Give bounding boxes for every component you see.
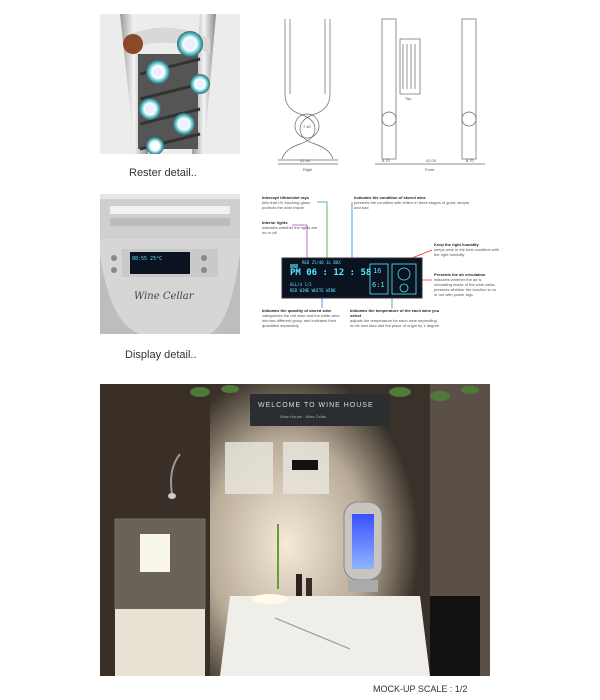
annotation-title: Keep the right humidity <box>434 242 479 247</box>
rester-detail-image <box>100 14 240 154</box>
lcd-top-item: 3L <box>326 260 331 265</box>
annotation-desc: tells that UV blocking glass protects the wine inside <box>262 200 310 210</box>
lcd-top-item: 25/40 <box>311 260 324 265</box>
annotation-humidity <box>434 242 500 257</box>
annotation-uv <box>262 195 322 210</box>
lcd-counts: ALL/4 1/2 <box>290 282 312 287</box>
annotation-lights <box>262 220 322 235</box>
annotation-title: Presents the air circulation <box>434 272 486 277</box>
dim-label: 7.40 <box>303 124 311 129</box>
annotation-desc: categorizes the red wine and the white wine into two different group and indicates their quantities separately <box>262 313 340 328</box>
rester-render <box>100 14 240 154</box>
brand-logo: Wine Cellar <box>134 291 194 302</box>
dim-label: 42.00 <box>426 158 437 163</box>
display-caption: Display detail.. <box>125 349 197 361</box>
annotation-air <box>434 272 500 297</box>
welcome-banner: WELCOME TO WINE HOUSE <box>258 402 374 409</box>
annotation-title: Indicates the quantity of stored wine <box>262 308 332 313</box>
lcd-temp-2: 6:1 <box>372 281 385 289</box>
mockup-photo <box>100 384 490 676</box>
mockup-caption: MOCK-UP SCALE : 1/2 <box>373 684 468 694</box>
dim-label: 8.70 <box>466 158 474 163</box>
lcd-top-row <box>302 260 341 265</box>
lcd-top-item: BOX <box>333 260 341 265</box>
annotation-title: Intercept Ultraviolet rays <box>262 195 309 200</box>
lcd-top-item: RED <box>302 260 310 265</box>
view-label-right: Right <box>303 167 313 172</box>
annotation-quantity <box>262 308 340 328</box>
annotation-condition <box>354 195 474 210</box>
welcome-banner-sub: Wine House · Wine Cellar <box>280 414 327 419</box>
annotation-desc: indicates whether the lights are on or off <box>262 225 318 235</box>
annotation-title: Indicates the condition of stored wine <box>354 195 426 200</box>
dim-label: 8.70 <box>382 158 390 163</box>
dim-label: 31.60 <box>300 158 311 163</box>
lcd-temp-1: 16 <box>373 267 382 275</box>
display-detail-image <box>100 194 240 334</box>
rester-caption: Rester detail.. <box>129 167 197 179</box>
view-label-front: Front <box>425 167 435 172</box>
technical-drawing <box>270 14 490 174</box>
view-label-top: Top <box>405 96 412 101</box>
annotation-desc: presents the condition with letters in three stages of good, simple, and bad <box>354 200 471 210</box>
annotated-display <box>262 190 502 340</box>
annotation-desc: keeps wine in the best condition with the right humidity <box>434 247 499 257</box>
annotation-temperature <box>350 308 440 328</box>
orthographic-views <box>270 14 490 174</box>
lcd-readout: 08:55 25°C <box>132 256 163 262</box>
annotation-title: Indicates the temperature of the each wine you select <box>350 308 440 318</box>
annotation-title: Interior lights <box>262 220 288 225</box>
exhibition-scene <box>100 384 490 676</box>
device-front-render <box>100 194 240 334</box>
annotation-desc: adjusts the temperature for each wine depending on its own kind and the place of origin by 1 degree <box>350 318 440 328</box>
lcd-time: PM 06 : 12 : 58 <box>290 268 372 278</box>
lcd-wine-labels: RED WINE WHITE WINE <box>290 288 336 293</box>
annotation-desc: indicates whether the air is circulating inside of the wine cellar, presents whether the function is on or not with power sign <box>434 277 497 297</box>
